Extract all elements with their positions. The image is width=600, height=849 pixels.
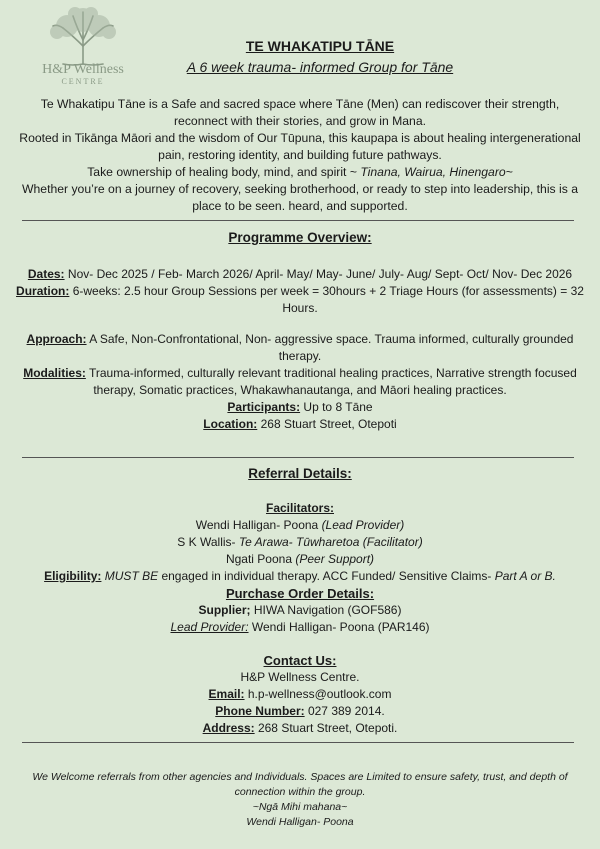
participants-label: Participants:	[227, 400, 301, 414]
overview-heading: Programme Overview:	[228, 230, 372, 245]
eligibility-text: engaged in individual therapy. ACC Funded/ Sensitive Claims-	[158, 569, 495, 583]
intro-line-2: Rooted in Tikānga Māori and the wisdom of Our Tūpuna, this kaupapa is about healing intergenerational pain, restoring identity, and building future pathways.	[19, 131, 581, 162]
logo-sub: CENTRE	[61, 77, 105, 86]
intro-line-4: Whether you’re on a journey of recovery, seeking brotherhood, or ready to step into leadership, this is a place to be seen. heard, and supported.	[22, 182, 578, 213]
footer-signoff: Wendi Halligan- Poona	[246, 816, 354, 828]
title-block	[0, 38, 600, 76]
footer	[30, 770, 570, 830]
facilitator-1-role: (Lead Provider)	[321, 518, 405, 532]
dates-label: Dates:	[27, 267, 65, 281]
lead-provider-label: Lead Provider:	[170, 620, 249, 634]
facilitator-2-role: Te Arawa- Tūwharetoa (Facilitator)	[238, 535, 423, 549]
eligibility-em-2: Part A or B.	[494, 569, 556, 583]
facilitator-2-name: S K Wallis-	[177, 535, 239, 549]
address-value: 268 Stuart Street, Otepoti.	[254, 721, 398, 735]
facilitator-3	[14, 551, 586, 568]
page-subtitle: A 6 week trauma- informed Group for Tāne	[186, 59, 454, 75]
phone-label: Phone Number:	[215, 704, 305, 718]
participants-row	[14, 399, 586, 416]
intro-line-3-em: Tinana, Wairua, Hinengaro~	[360, 165, 513, 179]
facilitator-3-name: Ngati Poona	[225, 552, 296, 566]
logo-name: H&P Wellness	[42, 62, 124, 77]
page-title: TE WHAKATIPU TĀNE	[245, 38, 395, 54]
intro-line-1: Te Whakatipu Tāne is a Safe and sacred space where Tāne (Men) can rediscover their strength, reconnect with their stories, and grow in Mana.	[40, 97, 560, 128]
email-row	[14, 686, 586, 703]
eligibility-em: MUST BE	[101, 569, 159, 583]
dates-row	[14, 266, 586, 283]
referral-heading: Referral Details:	[248, 466, 352, 481]
address-label: Address:	[202, 721, 255, 735]
intro-line-3	[18, 164, 582, 181]
phone-value: 027 389 2014.	[304, 704, 385, 718]
eligibility-label: Eligibility:	[44, 569, 102, 583]
intro-line-3-text: Take ownership of healing body, mind, and spirit ~	[87, 165, 361, 179]
approach-label: Approach:	[26, 332, 87, 346]
location-label: Location:	[203, 417, 258, 431]
supplier-label: Supplier;	[198, 603, 251, 617]
facilitator-1	[14, 517, 586, 534]
duration-label: Duration:	[16, 284, 70, 298]
duration-row	[14, 283, 586, 317]
contact-heading: Contact Us:	[263, 653, 337, 668]
modalities-row	[14, 365, 586, 399]
divider	[22, 742, 574, 743]
purchase-order-heading: Purchase Order Details:	[225, 586, 375, 601]
divider	[22, 457, 574, 458]
location-row	[14, 416, 586, 433]
facilitators-heading: Facilitators:	[265, 501, 334, 515]
facilitator-2	[14, 534, 586, 551]
lead-provider-row	[14, 619, 586, 636]
programme-overview	[14, 229, 586, 433]
duration-value: 6-weeks: 2.5 hour Group Sessions per week = 30hours + 2 Triage Hours (for assessments) = 32 Hours.	[69, 284, 584, 315]
modalities-label: Modalities:	[23, 366, 86, 380]
address-row	[14, 720, 586, 737]
intro	[18, 96, 582, 215]
approach-value: A Safe, Non-Confrontational, Non- aggressive space. Trauma informed, culturally grounded therapy.	[86, 332, 574, 363]
modalities-value: Trauma-informed, culturally relevant traditional healing practices, Narrative strength focused therapy, Somatic practices, Whakawhanautanga, and Māori healing practices.	[85, 366, 577, 397]
approach-row	[14, 331, 586, 365]
dates-value: Nov- Dec 2025 / Feb- March 2026/ April- May/ May- June/ July- Aug/ Sept- Oct/ Nov- Dec 2026	[64, 267, 573, 281]
participants-value: Up to 8 Tāne	[300, 400, 373, 414]
location-value: 268 Stuart Street, Otepoti	[257, 417, 397, 431]
footer-text: We Welcome referrals from other agencies and Individuals. Spaces are Limited to ensure safety, trust, and depth of connection within the group.	[32, 771, 568, 798]
phone-row	[14, 703, 586, 720]
lead-provider-value: Wendi Halligan- Poona (PAR146)	[248, 620, 430, 634]
facilitator-1-name: Wendi Halligan- Poona	[195, 518, 322, 532]
footer-greeting: ~Ngā Mihi mahana~	[252, 801, 348, 813]
supplier-row	[14, 602, 586, 619]
facilitator-3-role: (Peer Support)	[295, 552, 375, 566]
contact-org: H&P Wellness Centre.	[240, 670, 360, 684]
eligibility-row	[14, 568, 586, 585]
supplier-value: HIWA Navigation (GOF586)	[250, 603, 402, 617]
email-label: Email:	[208, 687, 245, 701]
divider	[22, 220, 574, 221]
email-value[interactable]: h.p-wellness@outlook.com	[244, 687, 392, 701]
referral-details	[14, 465, 586, 737]
